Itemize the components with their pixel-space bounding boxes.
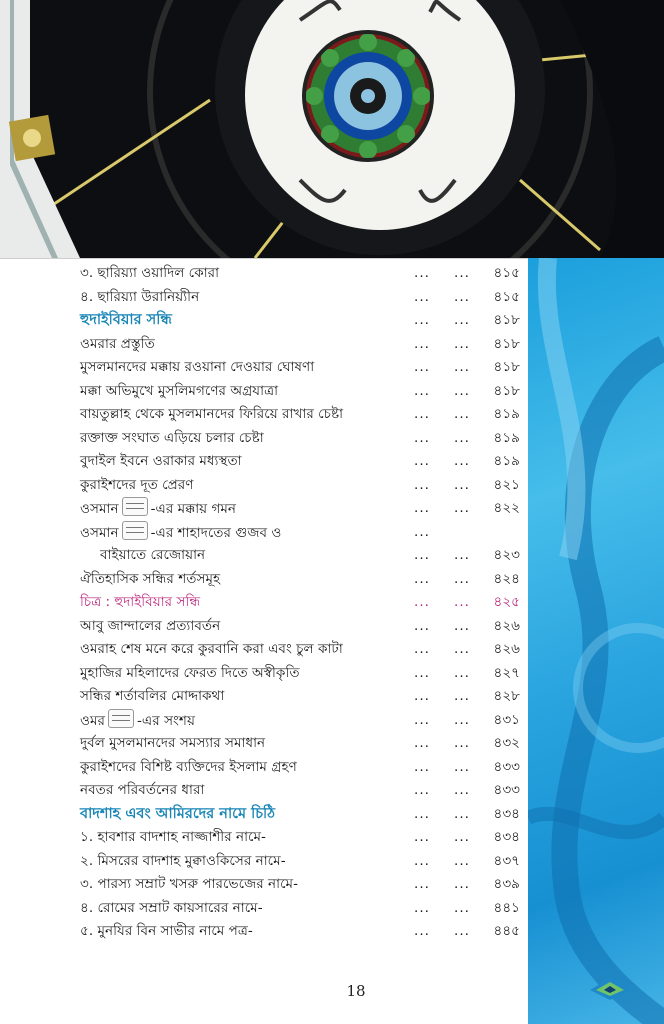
leader-dots: ... bbox=[454, 594, 470, 610]
toc-entry-title: বায়তুল্লাহ থেকে মুসলমানদের ফিরিয়ে রাখার চেষ্টা bbox=[80, 406, 344, 422]
toc-entry bbox=[80, 638, 520, 662]
toc-entry bbox=[80, 756, 520, 780]
toc-entry-title: কুরাইশদের বিশিষ্ট ব্যক্তিদের ইসলাম গ্রহণ bbox=[80, 758, 297, 775]
leader-dots: ... bbox=[414, 805, 430, 822]
toc-entry-title: ওসমান -এর শাহাদতের গুজব ও bbox=[80, 521, 281, 546]
toc-page-number: ৪১৮ bbox=[493, 382, 520, 399]
leader-dots: ... bbox=[414, 523, 430, 540]
toc-entry bbox=[80, 450, 520, 474]
toc-entry bbox=[80, 732, 520, 756]
toc-page-number: ৪১৫ bbox=[493, 265, 520, 281]
toc-entry-title: দুর্বল মুসলমানদের সমস্যার সমাধান bbox=[80, 735, 266, 751]
leader-dots: ... bbox=[414, 711, 430, 728]
leader-dots: ... bbox=[414, 899, 430, 916]
leader-dots: ... bbox=[454, 547, 470, 563]
toc-page-number: ৪৩৪ bbox=[493, 805, 520, 822]
leader-dots: ... bbox=[454, 735, 470, 751]
toc-entry-title: ৪. রোমের সম্রাট কায়সারের নামে- bbox=[80, 899, 263, 916]
toc-entry-title: রক্তাক্ত সংঘাত এড়িয়ে চলার চেষ্টা bbox=[80, 429, 264, 446]
honorific-badge-icon bbox=[108, 709, 134, 728]
toc-entry-title: বাদশাহ এবং আমিরদের নামে চিঠি bbox=[80, 805, 275, 822]
leader-dots: ... bbox=[414, 852, 430, 869]
toc-page-number: ৪২১ bbox=[493, 476, 520, 493]
leader-dots: ... bbox=[414, 429, 430, 446]
toc-page-number: ৪২২ bbox=[493, 500, 520, 516]
toc-entry bbox=[80, 826, 520, 850]
leader-dots: ... bbox=[414, 265, 430, 281]
toc-page-number: ৪১৮ bbox=[493, 335, 520, 352]
toc-page-number: ৪৩৩ bbox=[493, 758, 520, 775]
toc-entry-title: নবতর পরিবর্তনের ধারা bbox=[80, 782, 205, 798]
leader-dots: ... bbox=[454, 876, 470, 892]
leader-dots: ... bbox=[454, 312, 470, 328]
leader-dots: ... bbox=[414, 876, 430, 892]
toc-entry bbox=[80, 897, 520, 921]
leader-dots: ... bbox=[414, 829, 430, 845]
toc-page-number: ৪৪১ bbox=[493, 899, 520, 916]
leader-dots: ... bbox=[454, 570, 470, 587]
toc-entry bbox=[80, 685, 520, 709]
leader-dots: ... bbox=[454, 688, 470, 704]
toc-entry bbox=[80, 850, 520, 874]
toc-entry bbox=[80, 286, 520, 310]
leader-dots: ... bbox=[454, 852, 470, 869]
toc-entry-title: কুরাইশদের দূত প্রেরণ bbox=[80, 476, 194, 493]
toc-entry-title: ৩. ছারিয়্যা ওয়াদিল কোরা bbox=[80, 265, 220, 281]
toc-entry bbox=[80, 544, 520, 568]
leader-dots: ... bbox=[454, 288, 470, 305]
toc-section-heading bbox=[80, 803, 520, 827]
decorative-sidebar bbox=[528, 258, 664, 1024]
toc-entry-title: চিত্র : হুদাইবিয়ার সন্ধি bbox=[80, 594, 201, 610]
banner-divider bbox=[0, 258, 528, 259]
leader-dots: ... bbox=[454, 829, 470, 845]
toc-entry bbox=[80, 709, 520, 733]
leader-dots: ... bbox=[414, 664, 430, 681]
toc-entry-title: ওমর -এর সংশয় bbox=[80, 709, 195, 734]
toc-page-number: ৪৩৭ bbox=[493, 852, 520, 869]
leader-dots: ... bbox=[454, 711, 470, 728]
toc-entry-title: ২. মিসরের বাদশাহ মুক্বাওকিসের নামে- bbox=[80, 852, 286, 869]
leader-dots: ... bbox=[414, 453, 430, 469]
toc-entry-title: ওসমান -এর মক্কায় গমন bbox=[80, 497, 236, 522]
toc-entry bbox=[80, 662, 520, 686]
leader-dots: ... bbox=[454, 899, 470, 916]
leader-dots: ... bbox=[454, 429, 470, 446]
toc-page-number: ৪৪৫ bbox=[493, 923, 520, 939]
toc-entry-title: ঐতিহাসিক সন্ধির শর্তসমূহ bbox=[80, 570, 221, 587]
toc-entry-title: মক্কা অভিমুখে মুসলিমগণের অগ্রযাত্রা bbox=[80, 382, 279, 399]
toc-page-number: ৪২৩ bbox=[493, 547, 520, 563]
leader-dots: ... bbox=[414, 476, 430, 493]
toc-entry-title: সন্ধির শর্তাবলির মোদ্দাকথা bbox=[80, 688, 225, 704]
toc-entry-title: ওমরাহ শেষ মনে করে কুরবানি করা এবং চুল কাটা bbox=[80, 641, 343, 657]
leader-dots: ... bbox=[454, 923, 470, 939]
leader-dots: ... bbox=[414, 594, 430, 610]
toc-entry-title: হুদাইবিয়ার সন্ধি bbox=[80, 312, 172, 328]
honorific-badge-icon bbox=[122, 497, 148, 516]
leader-dots: ... bbox=[414, 641, 430, 657]
toc-page-number: ৪২৪ bbox=[493, 570, 520, 587]
toc-page-number: ৪২৭ bbox=[493, 664, 520, 681]
leader-dots: ... bbox=[454, 805, 470, 822]
leader-dots: ... bbox=[414, 570, 430, 587]
toc-page-number: ৪১৮ bbox=[493, 312, 520, 328]
toc-page-number: ৪৩১ bbox=[493, 711, 520, 728]
toc-entry-title: ৩. পারস্য সম্রাট খসরু পারভেজের নামে- bbox=[80, 876, 298, 892]
honorific-badge-icon bbox=[122, 521, 148, 540]
leader-dots: ... bbox=[414, 312, 430, 328]
toc-entry bbox=[80, 262, 520, 286]
toc-entry bbox=[80, 568, 520, 592]
toc-entry-title: ওমরার প্রস্তুতি bbox=[80, 335, 155, 352]
leader-dots: ... bbox=[454, 664, 470, 681]
toc-page-number: ৪১৯ bbox=[493, 429, 520, 446]
table-of-contents bbox=[80, 262, 520, 944]
leader-dots: ... bbox=[454, 500, 470, 516]
toc-page-number: ৪৩৩ bbox=[493, 782, 520, 798]
cover-banner-image bbox=[0, 0, 664, 258]
toc-page-number: ৪২৬ bbox=[493, 617, 520, 634]
toc-entry-title: বাইয়াতে রেজোয়ান bbox=[100, 547, 206, 563]
toc-entry bbox=[80, 521, 520, 545]
toc-page-number: ৪১৯ bbox=[493, 453, 520, 469]
leader-dots: ... bbox=[414, 547, 430, 563]
leader-dots: ... bbox=[454, 641, 470, 657]
leader-dots: ... bbox=[414, 735, 430, 751]
toc-entry bbox=[80, 427, 520, 451]
toc-entry bbox=[80, 615, 520, 639]
toc-entry-title: মুহাজির মহিলাদের ফেরত দিতে অস্বীকৃতি bbox=[80, 664, 300, 681]
toc-entry bbox=[80, 380, 520, 404]
leader-dots: ... bbox=[454, 758, 470, 775]
page-number: 18 bbox=[346, 982, 366, 1000]
toc-entry bbox=[80, 873, 520, 897]
toc-entry bbox=[80, 333, 520, 357]
toc-page-number: ৪৩৪ bbox=[493, 829, 520, 845]
leader-dots: ... bbox=[454, 359, 470, 375]
leader-dots: ... bbox=[414, 359, 430, 375]
leader-dots: ... bbox=[414, 500, 430, 516]
toc-entry bbox=[80, 403, 520, 427]
toc-page-number: ৪১৫ bbox=[493, 288, 520, 305]
toc-entry bbox=[80, 920, 520, 944]
leader-dots: ... bbox=[414, 406, 430, 422]
toc-entry-title: ৪. ছারিয়্যা উরানিয়্যীন bbox=[80, 288, 200, 305]
toc-entry-title: মুসলমানদের মক্কায় রওয়ানা দেওয়ার ঘোষণা bbox=[80, 359, 315, 375]
leader-dots: ... bbox=[454, 453, 470, 469]
toc-page-number: ৪২৬ bbox=[493, 641, 520, 657]
leader-dots: ... bbox=[454, 335, 470, 352]
leader-dots: ... bbox=[454, 406, 470, 422]
leader-dots: ... bbox=[414, 382, 430, 399]
leader-dots: ... bbox=[414, 782, 430, 798]
leader-dots: ... bbox=[414, 617, 430, 634]
leader-dots: ... bbox=[414, 688, 430, 704]
leader-dots: ... bbox=[454, 617, 470, 634]
leader-dots: ... bbox=[414, 288, 430, 305]
toc-entry-title: আবু জান্দালের প্রত্যাবর্তন bbox=[80, 617, 221, 634]
leader-dots: ... bbox=[414, 335, 430, 352]
toc-page-number: ৪৩৯ bbox=[493, 876, 520, 892]
toc-page-number: ৪২৮ bbox=[493, 688, 520, 704]
leader-dots: ... bbox=[454, 476, 470, 493]
toc-page-number: ৪১৮ bbox=[493, 359, 520, 375]
leader-dots: ... bbox=[454, 782, 470, 798]
leader-dots: ... bbox=[414, 923, 430, 939]
toc-page-number: ৪৩২ bbox=[493, 735, 520, 751]
leader-dots: ... bbox=[414, 758, 430, 775]
toc-section-heading bbox=[80, 309, 520, 333]
toc-entry bbox=[80, 356, 520, 380]
toc-page-number: ৪২৫ bbox=[493, 594, 520, 610]
toc-entry bbox=[80, 779, 520, 803]
toc-entry bbox=[80, 474, 520, 498]
publisher-logo-icon bbox=[586, 970, 634, 1004]
toc-entry bbox=[80, 591, 520, 615]
toc-entry-title: ১. হাবশার বাদশাহ নাজ্জাশীর নামে- bbox=[80, 829, 266, 845]
toc-page-number: ৪১৯ bbox=[493, 406, 520, 422]
toc-entry bbox=[80, 497, 520, 521]
toc-entry-title: বুদাইল ইবনে ওরাকার মধ্যস্থতা bbox=[80, 453, 242, 469]
leader-dots: ... bbox=[454, 382, 470, 399]
leader-dots: ... bbox=[454, 265, 470, 281]
toc-entry-title: ৫. মুনযির বিন সাভীর নামে পত্র- bbox=[80, 923, 253, 939]
